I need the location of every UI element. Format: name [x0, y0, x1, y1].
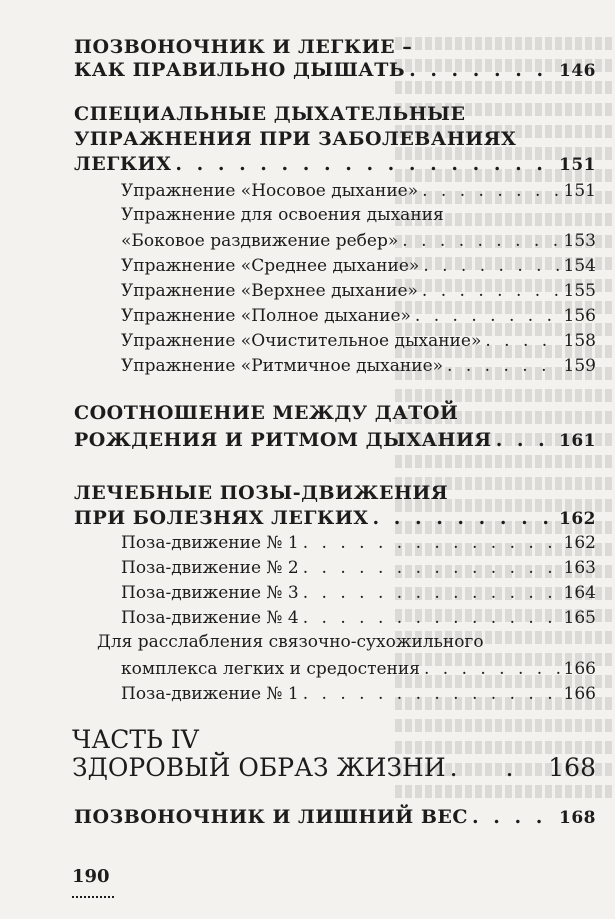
toc-entry[interactable]: [121, 256, 596, 276]
part-heading: ЧАСТЬ IV: [72, 725, 199, 754]
toc-leader-dots: [422, 181, 559, 201]
toc-heading: СПЕЦИАЛЬНЫЕ ДЫХАТЕЛЬНЫЕ: [74, 103, 466, 125]
toc-leader-dots: [447, 356, 560, 376]
toc-page-number: 154: [563, 256, 596, 276]
toc-entry-title: Упражнение «Полное дыхание»: [121, 306, 411, 326]
toc-page-number: 158: [563, 331, 596, 351]
toc-leader-dots: [175, 153, 555, 175]
page-number: 190: [72, 866, 110, 887]
toc-leader-dots: [409, 59, 555, 81]
toc-leader-dots: [402, 231, 559, 251]
toc-entry-title: Упражнение «Верхнее дыхание»: [121, 281, 418, 301]
toc-entry[interactable]: [121, 659, 596, 679]
toc-leader-dots: [424, 659, 560, 679]
toc-entry-title: Упражнение для освоения дыхания: [121, 205, 444, 225]
toc-page-number: 166: [563, 659, 596, 679]
toc-entry-title: Поза-движение № 1: [121, 533, 299, 553]
toc-heading: УПРАЖНЕНИЯ ПРИ ЗАБОЛЕВАНИЯХ: [74, 128, 517, 150]
toc-entry[interactable]: [121, 533, 596, 553]
toc-entry[interactable]: [121, 684, 596, 704]
toc-page-number: 162: [559, 509, 596, 529]
toc-leader-dots: [415, 306, 560, 326]
toc-leader-dots: [496, 429, 555, 451]
toc-entry-title: ПРИ БОЛЕЗНЯХ ЛЕГКИХ: [74, 507, 369, 529]
toc-entry[interactable]: [72, 753, 596, 782]
toc-heading: ЛЕЧЕБНЫЕ ПОЗЫ-ДВИЖЕНИЯ: [74, 482, 449, 504]
toc-page-number: 168: [548, 753, 596, 782]
toc-entry-title: ПОЗВОНОЧНИК И ЛИШНИЙ ВЕС: [74, 806, 469, 828]
toc-entry[interactable]: [74, 59, 596, 81]
toc-leader-spacing: [450, 753, 545, 782]
toc-page-number: 151: [559, 155, 596, 175]
toc-entry[interactable]: [121, 181, 596, 201]
toc-page-number: 165: [563, 608, 596, 628]
toc-entry[interactable]: [74, 153, 596, 175]
toc-entry[interactable]: [121, 356, 596, 376]
toc-entry-title: Поза-движение № 1: [121, 684, 299, 704]
toc-leader-dots: [303, 583, 560, 603]
toc-entry-title: Упражнение «Носовое дыхание»: [121, 181, 419, 201]
toc-entry[interactable]: [121, 583, 596, 603]
toc-entry-title: комплекса легких и средостения: [121, 659, 420, 679]
toc-entry-title: КАК ПРАВИЛЬНО ДЫШАТЬ: [74, 59, 406, 81]
toc-entry[interactable]: [121, 281, 596, 301]
toc-entry-title: Для расслабления связочно-сухожильного: [97, 632, 484, 652]
toc-entry[interactable]: [121, 306, 596, 326]
toc-entry[interactable]: [74, 429, 596, 451]
toc-page-number: 156: [563, 306, 596, 326]
toc-page-number: 162: [563, 533, 596, 553]
toc-page-number: 161: [559, 431, 596, 451]
page-number-underline: [72, 896, 114, 898]
toc-entry-title: «Боковое раздвижение ребер»: [121, 231, 399, 251]
toc-heading: ПОЗВОНОЧНИК И ЛЕГКИЕ –: [74, 36, 413, 58]
toc-entry-title: Поза-движение № 4: [121, 608, 299, 628]
toc-leader-dots: [422, 281, 560, 301]
toc-entry[interactable]: [74, 806, 596, 828]
toc-page-number: 164: [563, 583, 596, 603]
toc-entry[interactable]: [121, 331, 596, 351]
toc-entry[interactable]: [121, 558, 596, 578]
toc-page-number: 146: [559, 61, 596, 81]
toc-leader-dots: [373, 507, 555, 529]
toc-entry-title: ЗДОРОВЫЙ ОБРАЗ ЖИЗНИ: [72, 753, 446, 782]
toc-entry-title: РОЖДЕНИЯ И РИТМОМ ДЫХАНИЯ: [74, 429, 492, 451]
toc-entry-title: ЛЕГКИХ: [74, 153, 172, 175]
toc-entry-title: Поза-движение № 2: [121, 558, 299, 578]
toc-page-number: 163: [563, 558, 596, 578]
toc-entry[interactable]: [121, 231, 596, 251]
toc-entry-title: Упражнение «Среднее дыхание»: [121, 256, 420, 276]
toc-leader-dots: [423, 256, 559, 276]
toc-entry-title: Упражнение «Очистительное дыхание»: [121, 331, 482, 351]
toc-leader-dots: [303, 608, 560, 628]
toc-leader-dots: [303, 684, 560, 704]
toc-page-number: 166: [563, 684, 596, 704]
toc-page-number: 153: [563, 231, 596, 251]
toc-page-number: 159: [563, 356, 596, 376]
toc-entry-title: Поза-движение № 3: [121, 583, 299, 603]
toc-entry-title: Упражнение «Ритмичное дыхание»: [121, 356, 444, 376]
toc-leader-dots: [472, 806, 555, 828]
toc-page-number: 155: [563, 281, 596, 301]
toc-entry[interactable]: [74, 507, 596, 529]
toc-leader-dots: [303, 533, 560, 553]
toc-leader-dots: [485, 331, 559, 351]
toc-heading: СООТНОШЕНИЕ МЕЖДУ ДАТОЙ: [74, 402, 459, 424]
toc-leader-dots: [303, 558, 560, 578]
toc-entry[interactable]: [121, 608, 596, 628]
toc-page-number: 151: [563, 181, 596, 201]
toc-page-number: 168: [559, 808, 596, 828]
